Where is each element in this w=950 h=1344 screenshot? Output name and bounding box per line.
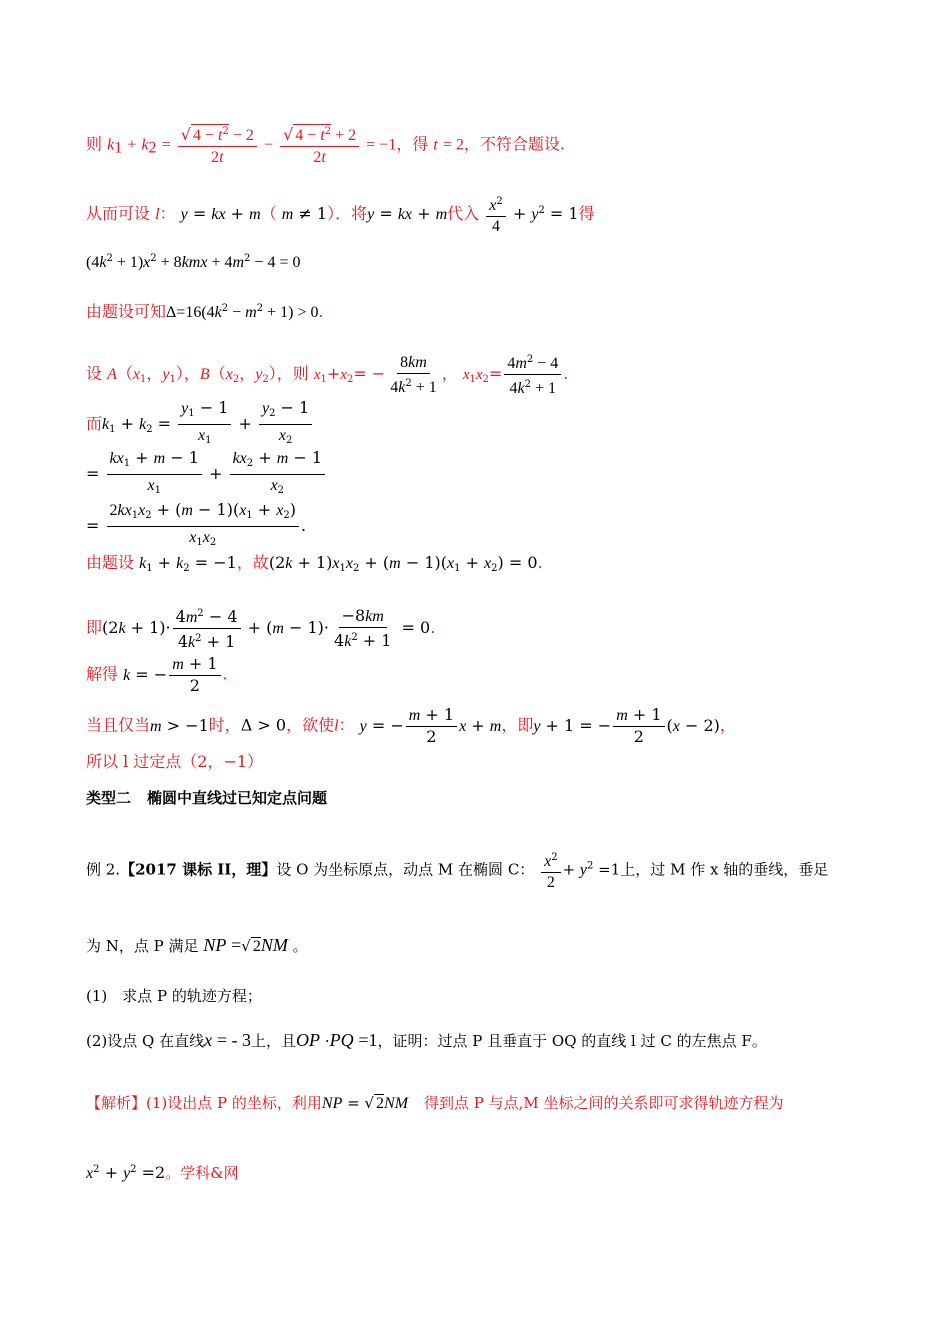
solution-line-13: 所以 l 过定点（2，−1） <box>86 752 264 771</box>
solution-line-9: 由题设 $k_1 + k_2 = -1$，故$(2k + 1)x_1x_2 + (m - 1)(x_1 + x_2) = 0$. <box>86 553 543 574</box>
section-heading <box>86 788 327 808</box>
solution-line-3: $(4k^2 + 1)x^2 + 8kmx + 4m^2 - 4 = 0$ <box>86 253 301 271</box>
solution-line-11: 解得 k = − $\frac{m + 1}{2}$ . <box>86 654 228 695</box>
solution-line-7: = $\frac{kx_1 + m - 1}{x_1}$ + $\frac{kx_2 + m - 1}{x_2}$ <box>86 448 327 501</box>
solution-line-12: 当且仅当m > −1时，Δ > 0，欲使l： y = − $\frac{m + 1}{2}$ x + m，即y + 1 = − $\frac{m + 1}{2}$ (x − 2)， <box>86 705 736 746</box>
analysis-line-2: $x^2 + y^2 =2$。学科&网 <box>86 1163 239 1182</box>
example-line-2: 为 N，点 P 满足 NP =√ 2NM 。 <box>86 935 308 955</box>
solution-line-5: 设 $A(x_1$，$y_1$），$B(x_2$，$y_2$），则 $x_1+x_2=$ − $\frac{8km}{4k^2 + 1}$ ， $x_1x_2=$ $\frac{4m^2 - 4}{4k^2 + 1}$ . <box>86 350 568 399</box>
section-type-label: 类型二 <box>86 789 132 807</box>
solution-line-6: 而$k_1 + k_2$ = $\frac{y_1 - 1}{x_1}$ + $\frac{y_2 - 1}{x_2}$ <box>86 398 314 451</box>
solution-line-10: 即(2k + 1)· $\frac{4m^2 - 4}{4k^2 + 1}$ + (m − 1)· $\frac{-8km}{4k^2 + 1}$ = 0. <box>86 605 436 651</box>
text-then: 则 <box>86 134 103 154</box>
solution-line-4: 由题设可知$\Delta=16(4k^2 - m^2 + 1) > 0$. <box>86 302 324 321</box>
analysis-line-1: 【解析】(1)设出点 P 的坐标，利用NP = √ 2NM 得到点 P 与点,M 坐标之间的关系即可求得轨迹方程为 <box>86 1094 784 1112</box>
solution-line-2: 从而可设 l： y = kx + m（ m ≠ 1）．将y = kx + m代入 $\frac{x^2}{4}$ + $y^2 = 1$得 <box>86 192 595 237</box>
solution-line-8: = $\frac{2kx_1x_2 + (m - 1)(x_1 + x_2)}{x_1x_2}$ . <box>86 500 307 548</box>
section-type-title: 椭圆中直线过已知定点问题 <box>147 789 328 807</box>
question-1: (1) 求点 P 的轨迹方程； <box>86 987 262 1005</box>
question-2: (2)设点 Q 在直线x = - 3上，且OP ·PQ =1，证明：过点 P 且垂直于 OQ 的直线 l 过 C 的左焦点 F。 <box>86 1030 767 1050</box>
solution-line-1: 则 $k_1 + k_2$ = $\frac{√ 4 - t^2 - 2}{2t}$ − $\frac{√ 4 - t^2 + 2}{2t}$ = −1，得 t = 2，不符合题设. <box>86 122 565 168</box>
example-line-1: 例 2.【2017 课标 II，理】设 O 为坐标原点，动点 M 在椭圆 C： $\frac{x^2}{2}$ + $y^2 =1$上，过 M 作 x 轴的垂线，垂足 <box>86 848 828 893</box>
